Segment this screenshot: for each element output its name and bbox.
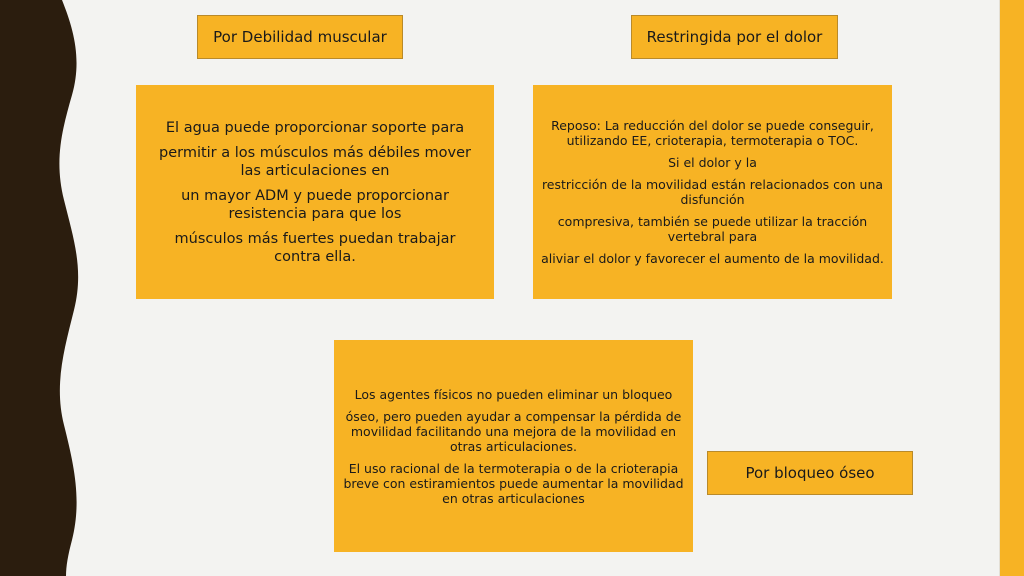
- oseo-paragraph: El uso racional de la termoterapia o de la crioterapia breve con estiramientos puede aumentar la movilidad en otras articulaciones: [343, 460, 684, 506]
- label-restringida-dolor: Restringida por el dolor: [631, 15, 838, 59]
- right-accent-stripe: [1000, 0, 1024, 576]
- debilidad-paragraph: El agua puede proporcionar soporte para: [165, 119, 465, 136]
- decorative-wave-band: [0, 0, 80, 576]
- dolor-paragraph: Reposo: La reducción del dolor se puede conseguir, utilizando EE, crioterapia, termoterapia o TOC.: [551, 118, 874, 148]
- dolor-paragraph: aliviar el dolor y favorecer el aumento de la movilidad.: [541, 251, 884, 266]
- dolor-paragraph: compresiva, también se puede utilizar la tracción vertebral para: [557, 214, 868, 244]
- debilidad-paragraph: músculos más fuertes puedan trabajar contra ella.: [174, 230, 456, 265]
- label-debilidad-muscular: Por Debilidad muscular: [197, 15, 403, 59]
- dolor-description-box: [533, 85, 892, 299]
- debilidad-description-box: [136, 85, 494, 299]
- oseo-paragraph: Los agentes físicos no pueden eliminar un bloqueo: [354, 386, 673, 402]
- label-bloqueo-oseo: Por bloqueo óseo: [707, 451, 913, 495]
- debilidad-paragraph: permitir a los músculos más débiles mover las articulaciones en: [158, 144, 472, 179]
- oseo-description-box: [334, 340, 693, 552]
- oseo-paragraph: óseo, pero pueden ayudar a compensar la pérdida de movilidad facilitando una mejora de la movilidad en otras articulaciones.: [345, 408, 682, 454]
- debilidad-paragraph: un mayor ADM y puede proporcionar resistencia para que los: [181, 187, 449, 222]
- dolor-paragraph: restricción de la movilidad están relacionados con una disfunción: [541, 177, 884, 207]
- dolor-paragraph: Si el dolor y la: [668, 155, 757, 170]
